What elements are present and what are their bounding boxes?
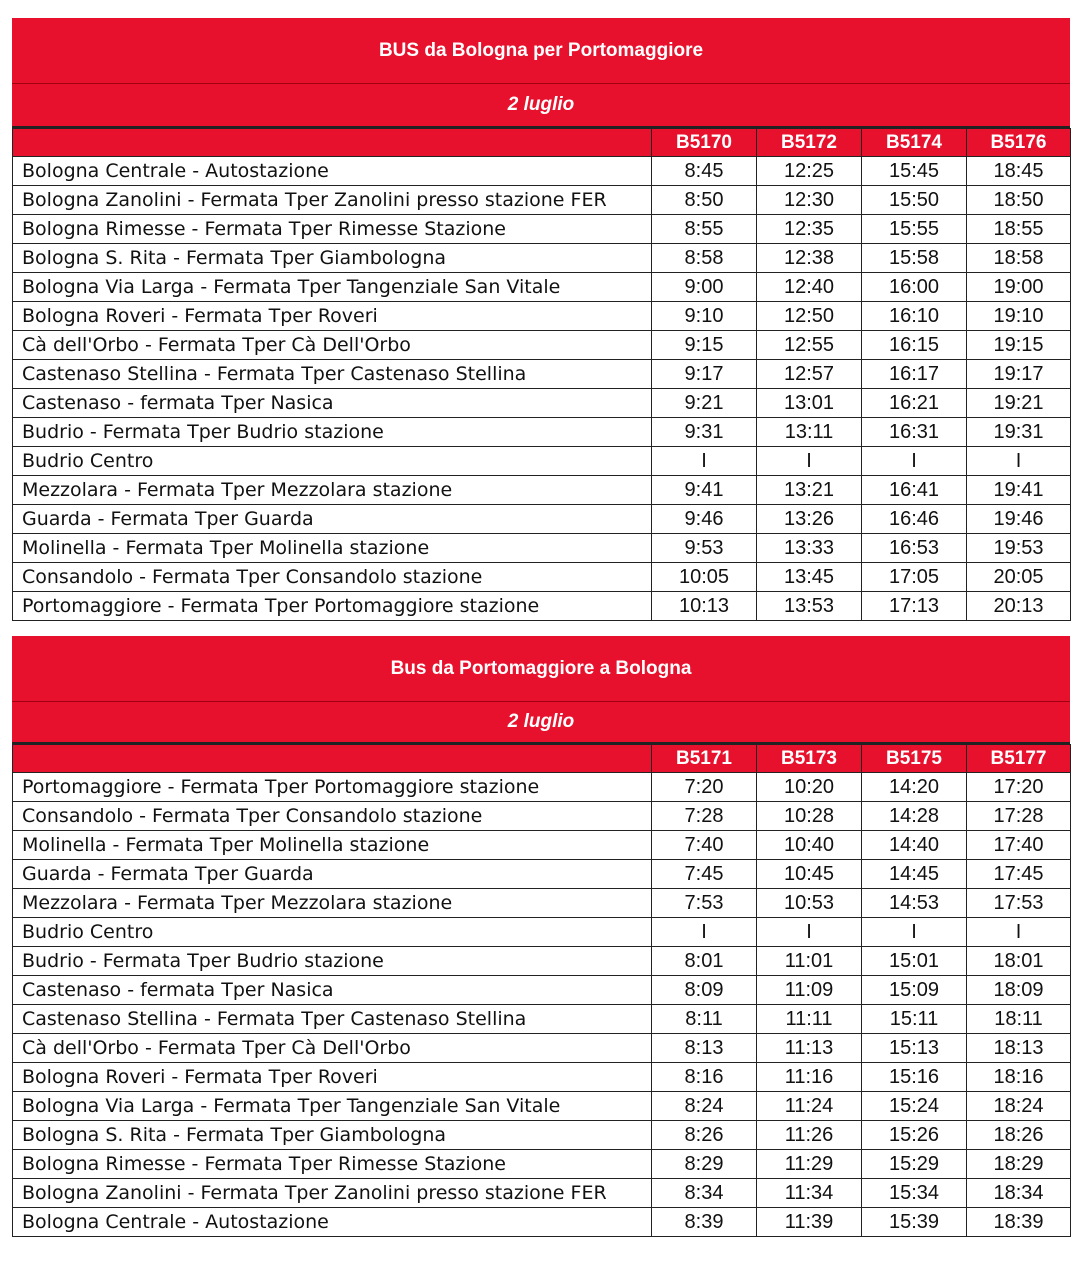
table-row: [13, 1208, 1071, 1237]
departure-time: I: [757, 447, 862, 476]
departure-time: 9:31: [652, 418, 757, 447]
departure-time: 8:39: [652, 1208, 757, 1237]
stop-name: Consandolo - Fermata Tper Consandolo stazione: [13, 802, 652, 831]
departure-time: 15:34: [862, 1179, 967, 1208]
departure-time: 10:28: [757, 802, 862, 831]
departure-time: 17:13: [862, 592, 967, 621]
stop-name: Mezzolara - Fermata Tper Mezzolara stazione: [13, 889, 652, 918]
departure-time: 18:24: [967, 1092, 1071, 1121]
run-code-header: B5170: [652, 129, 757, 157]
departure-time: 12:25: [757, 157, 862, 186]
departure-time: 11:16: [757, 1063, 862, 1092]
table-row: [13, 157, 1071, 186]
run-code-header: B5177: [967, 745, 1071, 773]
departure-time: 14:40: [862, 831, 967, 860]
departure-time: 10:40: [757, 831, 862, 860]
stop-name: Castenaso Stellina - Fermata Tper Castenaso Stellina: [13, 1005, 652, 1034]
departure-time: 12:38: [757, 244, 862, 273]
departure-time: 15:09: [862, 976, 967, 1005]
departure-time: 14:28: [862, 802, 967, 831]
departure-time: 9:53: [652, 534, 757, 563]
departure-time: I: [652, 918, 757, 947]
departure-time: 15:01: [862, 947, 967, 976]
stop-name: Portomaggiore - Fermata Tper Portomaggiore stazione: [13, 773, 652, 802]
stop-name: Bologna Rimesse - Fermata Tper Rimesse Stazione: [13, 1150, 652, 1179]
departure-time: I: [757, 918, 862, 947]
departure-time: 14:53: [862, 889, 967, 918]
departure-time: 18:11: [967, 1005, 1071, 1034]
departure-time: 8:16: [652, 1063, 757, 1092]
run-code-header: B5171: [652, 745, 757, 773]
departure-time: 8:26: [652, 1121, 757, 1150]
table-header-row: [13, 129, 1071, 157]
departure-time: 14:45: [862, 860, 967, 889]
departure-time: 11:29: [757, 1150, 862, 1179]
departure-time: 8:01: [652, 947, 757, 976]
return-title: Bus da Portomaggiore a Bologna: [12, 636, 1070, 702]
departure-time: 16:31: [862, 418, 967, 447]
departure-time: 18:13: [967, 1034, 1071, 1063]
departure-time: 16:10: [862, 302, 967, 331]
stop-name: Bologna Via Larga - Fermata Tper Tangenziale San Vitale: [13, 1092, 652, 1121]
departure-time: 17:20: [967, 773, 1071, 802]
departure-time: 8:45: [652, 157, 757, 186]
departure-time: 16:00: [862, 273, 967, 302]
departure-time: 8:11: [652, 1005, 757, 1034]
departure-time: 9:21: [652, 389, 757, 418]
return-table: [12, 744, 1071, 1237]
departure-time: 20:13: [967, 592, 1071, 621]
run-code-header: B5173: [757, 745, 862, 773]
departure-time: 16:21: [862, 389, 967, 418]
stop-name: Mezzolara - Fermata Tper Mezzolara stazione: [13, 476, 652, 505]
departure-time: 12:55: [757, 331, 862, 360]
departure-time: 15:45: [862, 157, 967, 186]
run-code-header: B5174: [862, 129, 967, 157]
table-row: [13, 447, 1071, 476]
stop-name: Bologna Zanolini - Fermata Tper Zanolini presso stazione FER: [13, 1179, 652, 1208]
stop-name: Guarda - Fermata Tper Guarda: [13, 860, 652, 889]
table-row: [13, 1063, 1071, 1092]
table-header-row: [13, 745, 1071, 773]
departure-time: 8:34: [652, 1179, 757, 1208]
table-row: [13, 302, 1071, 331]
departure-time: 18:39: [967, 1208, 1071, 1237]
departure-time: 7:45: [652, 860, 757, 889]
departure-time: 19:15: [967, 331, 1071, 360]
table-row: [13, 215, 1071, 244]
departure-time: 17:05: [862, 563, 967, 592]
departure-time: 13:21: [757, 476, 862, 505]
departure-time: 10:20: [757, 773, 862, 802]
departure-time: 9:17: [652, 360, 757, 389]
departure-time: 9:46: [652, 505, 757, 534]
departure-time: 11:11: [757, 1005, 862, 1034]
stop-name: Guarda - Fermata Tper Guarda: [13, 505, 652, 534]
departure-time: 10:05: [652, 563, 757, 592]
departure-time: 19:21: [967, 389, 1071, 418]
table-row: [13, 802, 1071, 831]
stop-name: Consandolo - Fermata Tper Consandolo stazione: [13, 563, 652, 592]
departure-time: 17:40: [967, 831, 1071, 860]
stop-name: Molinella - Fermata Tper Molinella stazione: [13, 831, 652, 860]
departure-time: 8:09: [652, 976, 757, 1005]
departure-time: 11:24: [757, 1092, 862, 1121]
departure-time: 9:15: [652, 331, 757, 360]
table-row: [13, 563, 1071, 592]
departure-time: 11:13: [757, 1034, 862, 1063]
departure-time: 8:13: [652, 1034, 757, 1063]
departure-time: 15:24: [862, 1092, 967, 1121]
departure-time: 12:50: [757, 302, 862, 331]
departure-time: 19:41: [967, 476, 1071, 505]
departure-time: 8:29: [652, 1150, 757, 1179]
departure-time: 20:05: [967, 563, 1071, 592]
departure-time: 18:16: [967, 1063, 1071, 1092]
stop-name: Bologna Rimesse - Fermata Tper Rimesse Stazione: [13, 215, 652, 244]
table-row: [13, 389, 1071, 418]
stop-name: Budrio - Fermata Tper Budrio stazione: [13, 418, 652, 447]
departure-time: 13:01: [757, 389, 862, 418]
departure-time: 12:35: [757, 215, 862, 244]
departure-time: I: [967, 918, 1071, 947]
departure-time: 18:26: [967, 1121, 1071, 1150]
run-code-header: B5176: [967, 129, 1071, 157]
table-row: [13, 773, 1071, 802]
table-row: [13, 273, 1071, 302]
departure-time: 19:00: [967, 273, 1071, 302]
table-row: [13, 947, 1071, 976]
stop-name: Bologna Centrale - Autostazione: [13, 157, 652, 186]
outbound-timetable: [12, 18, 1070, 621]
stop-name: Budrio - Fermata Tper Budrio stazione: [13, 947, 652, 976]
stop-name: Bologna Roveri - Fermata Tper Roveri: [13, 1063, 652, 1092]
header-stop-cell: [13, 745, 652, 773]
departure-time: 7:20: [652, 773, 757, 802]
departure-time: 16:15: [862, 331, 967, 360]
departure-time: I: [967, 447, 1071, 476]
departure-time: 10:13: [652, 592, 757, 621]
departure-time: 9:10: [652, 302, 757, 331]
table-row: [13, 418, 1071, 447]
table-row: [13, 476, 1071, 505]
departure-time: 17:53: [967, 889, 1071, 918]
stop-name: Molinella - Fermata Tper Molinella stazione: [13, 534, 652, 563]
stop-name: Bologna Zanolini - Fermata Tper Zanolini presso stazione FER: [13, 186, 652, 215]
departure-time: 8:58: [652, 244, 757, 273]
table-row: [13, 860, 1071, 889]
departure-time: I: [652, 447, 757, 476]
return-date: 2 luglio: [12, 702, 1070, 744]
departure-time: 13:26: [757, 505, 862, 534]
table-row: [13, 889, 1071, 918]
table-row: [13, 360, 1071, 389]
table-row: [13, 1179, 1071, 1208]
stop-name: Budrio Centro: [13, 918, 652, 947]
stop-name: Budrio Centro: [13, 447, 652, 476]
departure-time: 13:11: [757, 418, 862, 447]
table-row: [13, 244, 1071, 273]
departure-time: 15:50: [862, 186, 967, 215]
departure-time: 18:58: [967, 244, 1071, 273]
stop-name: Cà dell'Orbo - Fermata Tper Cà Dell'Orbo: [13, 1034, 652, 1063]
departure-time: 11:26: [757, 1121, 862, 1150]
departure-time: 18:09: [967, 976, 1071, 1005]
departure-time: 19:53: [967, 534, 1071, 563]
departure-time: I: [862, 918, 967, 947]
stop-name: Castenaso - fermata Tper Nasica: [13, 976, 652, 1005]
header-stop-cell: [13, 129, 652, 157]
stop-name: Bologna S. Rita - Fermata Tper Giambologna: [13, 1121, 652, 1150]
table-row: [13, 505, 1071, 534]
departure-time: 19:46: [967, 505, 1071, 534]
departure-time: 15:26: [862, 1121, 967, 1150]
departure-time: 11:09: [757, 976, 862, 1005]
return-timetable: [12, 636, 1070, 1237]
table-row: [13, 1121, 1071, 1150]
outbound-date: 2 luglio: [12, 84, 1070, 128]
departure-time: 17:45: [967, 860, 1071, 889]
departure-time: 15:55: [862, 215, 967, 244]
departure-time: 10:45: [757, 860, 862, 889]
departure-time: 14:20: [862, 773, 967, 802]
departure-time: 17:28: [967, 802, 1071, 831]
departure-time: 8:50: [652, 186, 757, 215]
stop-name: Castenaso - fermata Tper Nasica: [13, 389, 652, 418]
departure-time: 9:00: [652, 273, 757, 302]
outbound-table: [12, 128, 1071, 621]
departure-time: 13:33: [757, 534, 862, 563]
departure-time: 12:30: [757, 186, 862, 215]
stop-name: Bologna Via Larga - Fermata Tper Tangenziale San Vitale: [13, 273, 652, 302]
departure-time: 13:45: [757, 563, 862, 592]
departure-time: I: [862, 447, 967, 476]
departure-time: 16:46: [862, 505, 967, 534]
table-row: [13, 1150, 1071, 1179]
stop-name: Bologna S. Rita - Fermata Tper Giambologna: [13, 244, 652, 273]
departure-time: 15:39: [862, 1208, 967, 1237]
stop-name: Portomaggiore - Fermata Tper Portomaggiore stazione: [13, 592, 652, 621]
departure-time: 15:58: [862, 244, 967, 273]
departure-time: 7:53: [652, 889, 757, 918]
stop-name: Bologna Centrale - Autostazione: [13, 1208, 652, 1237]
departure-time: 11:34: [757, 1179, 862, 1208]
stop-name: Castenaso Stellina - Fermata Tper Castenaso Stellina: [13, 360, 652, 389]
departure-time: 12:57: [757, 360, 862, 389]
run-code-header: B5175: [862, 745, 967, 773]
departure-time: 18:29: [967, 1150, 1071, 1179]
departure-time: 10:53: [757, 889, 862, 918]
table-row: [13, 534, 1071, 563]
stop-name: Cà dell'Orbo - Fermata Tper Cà Dell'Orbo: [13, 331, 652, 360]
departure-time: 18:01: [967, 947, 1071, 976]
departure-time: 11:39: [757, 1208, 862, 1237]
departure-time: 15:11: [862, 1005, 967, 1034]
departure-time: 18:55: [967, 215, 1071, 244]
departure-time: 16:41: [862, 476, 967, 505]
departure-time: 9:41: [652, 476, 757, 505]
departure-time: 18:45: [967, 157, 1071, 186]
table-row: [13, 331, 1071, 360]
departure-time: 15:29: [862, 1150, 967, 1179]
departure-time: 19:10: [967, 302, 1071, 331]
departure-time: 15:13: [862, 1034, 967, 1063]
departure-time: 18:50: [967, 186, 1071, 215]
table-row: [13, 1034, 1071, 1063]
departure-time: 16:53: [862, 534, 967, 563]
departure-time: 11:01: [757, 947, 862, 976]
table-row: [13, 592, 1071, 621]
departure-time: 12:40: [757, 273, 862, 302]
departure-time: 18:34: [967, 1179, 1071, 1208]
departure-time: 7:28: [652, 802, 757, 831]
run-code-header: B5172: [757, 129, 862, 157]
table-row: [13, 831, 1071, 860]
outbound-title: BUS da Bologna per Portomaggiore: [12, 18, 1070, 84]
departure-time: 8:24: [652, 1092, 757, 1121]
table-row: [13, 1005, 1071, 1034]
departure-time: 7:40: [652, 831, 757, 860]
departure-time: 16:17: [862, 360, 967, 389]
table-row: [13, 976, 1071, 1005]
departure-time: 13:53: [757, 592, 862, 621]
table-row: [13, 186, 1071, 215]
departure-time: 8:55: [652, 215, 757, 244]
table-row: [13, 1092, 1071, 1121]
departure-time: 19:17: [967, 360, 1071, 389]
table-row: [13, 918, 1071, 947]
departure-time: 15:16: [862, 1063, 967, 1092]
stop-name: Bologna Roveri - Fermata Tper Roveri: [13, 302, 652, 331]
departure-time: 19:31: [967, 418, 1071, 447]
